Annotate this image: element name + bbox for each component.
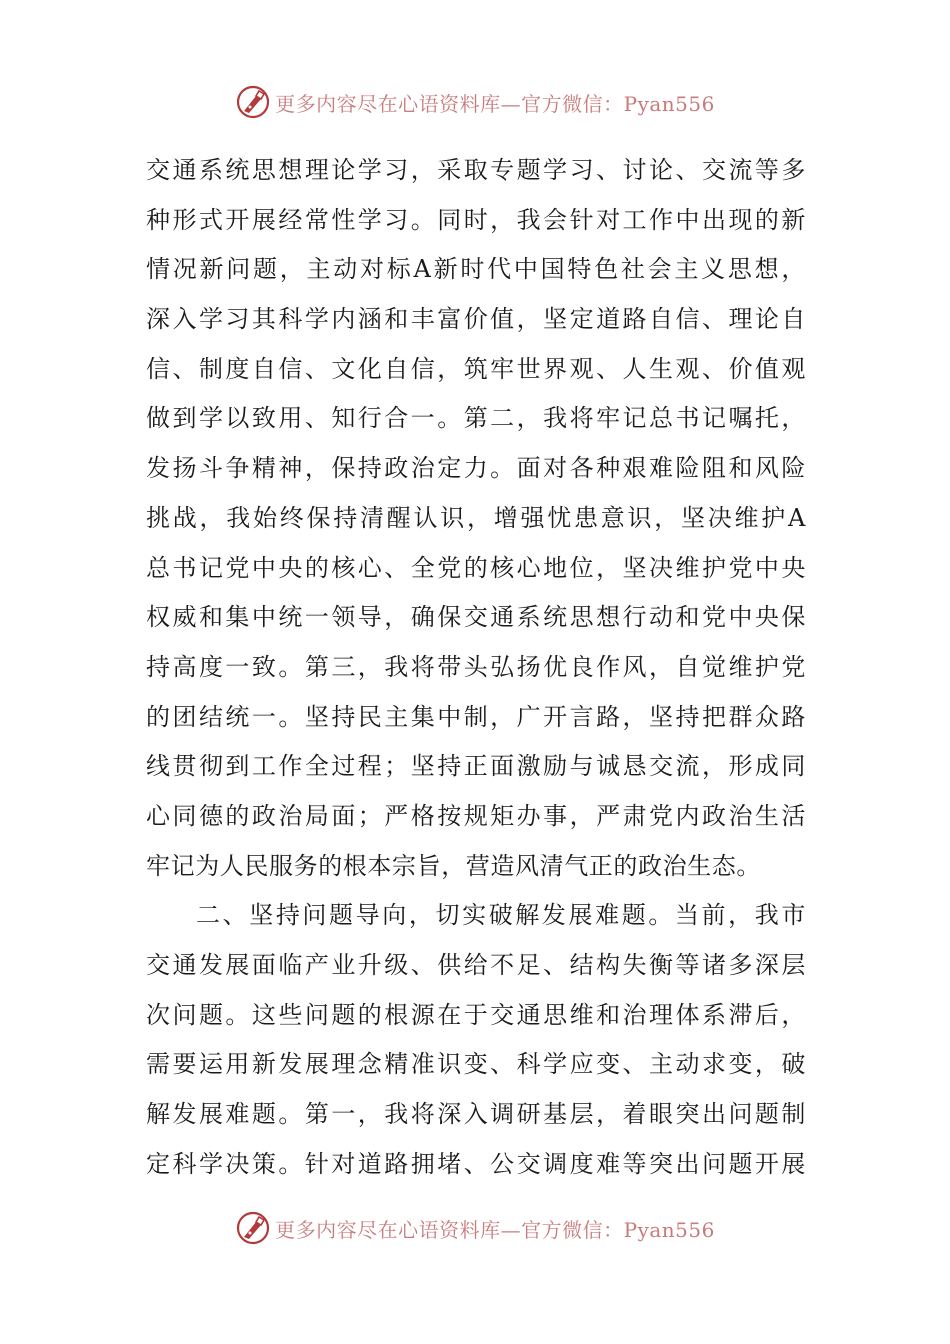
text-line: 交通系统思想理论学习，采取专题学习、讨论、交流等多 <box>146 156 806 184</box>
text-line: 心同德的政治局面；严格按规矩办事，严肃党内政治生活 <box>146 801 806 830</box>
text-line: 线贯彻到工作全过程；坚持正面激励与诚恳交流，形成同 <box>146 752 806 781</box>
text-line: 种形式开展经常性学习。同时，我会针对工作中出现的新 <box>146 205 806 234</box>
pen-nib-logo-icon <box>235 84 271 120</box>
text-line: 需要运用新发展理念精准识变、科学应变、主动求变，破 <box>146 1050 806 1079</box>
pen-nib-logo-icon <box>235 1210 271 1246</box>
footer-banner-text: 更多内容尽在心语资料库—官方微信：Pyan556 <box>275 1217 715 1242</box>
text-line: 的团结统一。坚持民主集中制，广开言路，坚持把群众路 <box>146 702 806 731</box>
text-line: 情况新问题，主动对标A新时代中国特色社会主义思想， <box>146 255 806 284</box>
header-banner-text: 更多内容尽在心语资料库—官方微信：Pyan556 <box>275 91 715 116</box>
text-line: 定科学决策。针对道路拥堵、公交调度难等突出问题开展 <box>146 1149 806 1178</box>
document-body <box>146 146 806 1189</box>
text-line: 发扬斗争精神，保持政治定力。面对各种艰难险阻和风险 <box>146 454 806 483</box>
text-line-paragraph-start: 二、坚持问题导向，切实破解发展难题。当前，我市 <box>196 901 806 930</box>
text-line: 做到学以致用、知行合一。第二，我将牢记总书记嘱托， <box>146 404 806 433</box>
text-line: 总书记党中央的核心、全党的核心地位，坚决维护党中央 <box>146 553 806 582</box>
text-line: 持高度一致。第三，我将带头弘扬优良作风，自觉维护党 <box>146 652 806 681</box>
text-line: 信、制度自信、文化自信，筑牢世界观、人生观、价值观 <box>146 354 806 383</box>
text-line: 解发展难题。第一，我将深入调研基层，着眼突出问题制 <box>146 1100 806 1129</box>
header-banner <box>0 82 950 122</box>
footer-banner <box>0 1208 950 1248</box>
text-line: 深入学习其科学内涵和丰富价值，坚定道路自信、理论自 <box>146 305 806 334</box>
text-line: 挑战，我始终保持清醒认识，增强忧患意识，坚决维护A <box>146 503 806 532</box>
text-line: 权威和集中统一领导，确保交通系统思想行动和党中央保 <box>146 603 806 632</box>
text-line: 交通发展面临产业升级、供给不足、结构失衡等诸多深层 <box>146 951 806 979</box>
text-line: 次问题。这些问题的根源在于交通思维和治理体系滞后， <box>146 1000 806 1029</box>
text-line-paragraph-end: 牢记为人民服务的根本宗旨，营造风清气正的政治生态。 <box>146 851 761 880</box>
